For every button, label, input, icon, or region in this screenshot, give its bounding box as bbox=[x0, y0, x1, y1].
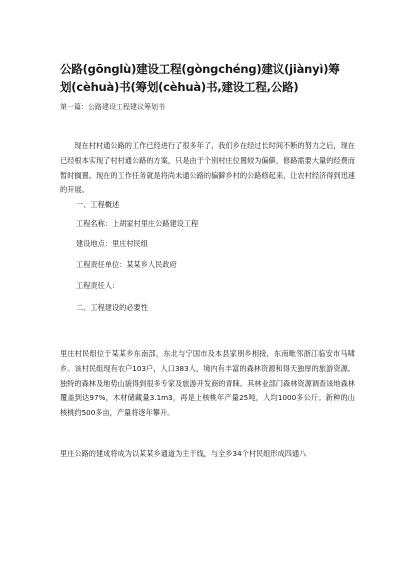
section-heading-overview: 一、工程概述 bbox=[76, 200, 120, 209]
responsible-person: 工程责任人： bbox=[76, 281, 120, 290]
document-title: 公路(gōnglù)建设工程(gòngchéng)建议(jiànyì)筹划(cèhuà)书(筹划(cèhuà)书,建设工程,公路) bbox=[60, 62, 340, 94]
paragraph-road-benefit: 里庄公路的建成将成为以某某乡通道为主干线，与全乡34个村民组形成四通八 bbox=[60, 449, 307, 458]
document-subtitle: 第一篇：公路建设工程建议筹划书 bbox=[60, 103, 165, 111]
paragraph-intro: 现在村村通公路的工作已经进行了很多年了，我们乡在经过长时间不断的努力之后，现在已经根本实现了村村通公路的方案，只是由于个别村庄位置较为偏僻，修路需要大量的经费而暂时搁置。现在的工作任务就是将尚未通公路的偏僻乡村的公路修起来，让农村经济得到迅速的开展。 bbox=[60, 141, 355, 195]
paragraph-village-description: 里庄村民组位于某某乡东南部，东北与宁国市及本县家朋乡相接，东南毗邻浙江临安市马啸乡。该村民组现有农户103户，人口383人，境内有丰富的森林资源和得天独厚的旅游资源。独特的森林及地势山貌得到很多专家及旅游开发商的青睐。其林业部门森林资源调查该地森林覆盖到达97%，木材储藏量3.1m3，再是上核桃年产量25吨，人均1000多公斤。新种的山核桃约500多亩，产量将逐年攀升。 bbox=[60, 349, 355, 418]
section-heading-necessity: 二、工程建设的必要性 bbox=[76, 303, 148, 312]
project-name: 工程名称：上胡家村里庄公路建设工程 bbox=[76, 219, 199, 228]
project-location: 建设地点：里庄村民组 bbox=[76, 239, 148, 248]
responsible-unit: 工程责任单位：某某乡人民政府 bbox=[76, 260, 177, 269]
